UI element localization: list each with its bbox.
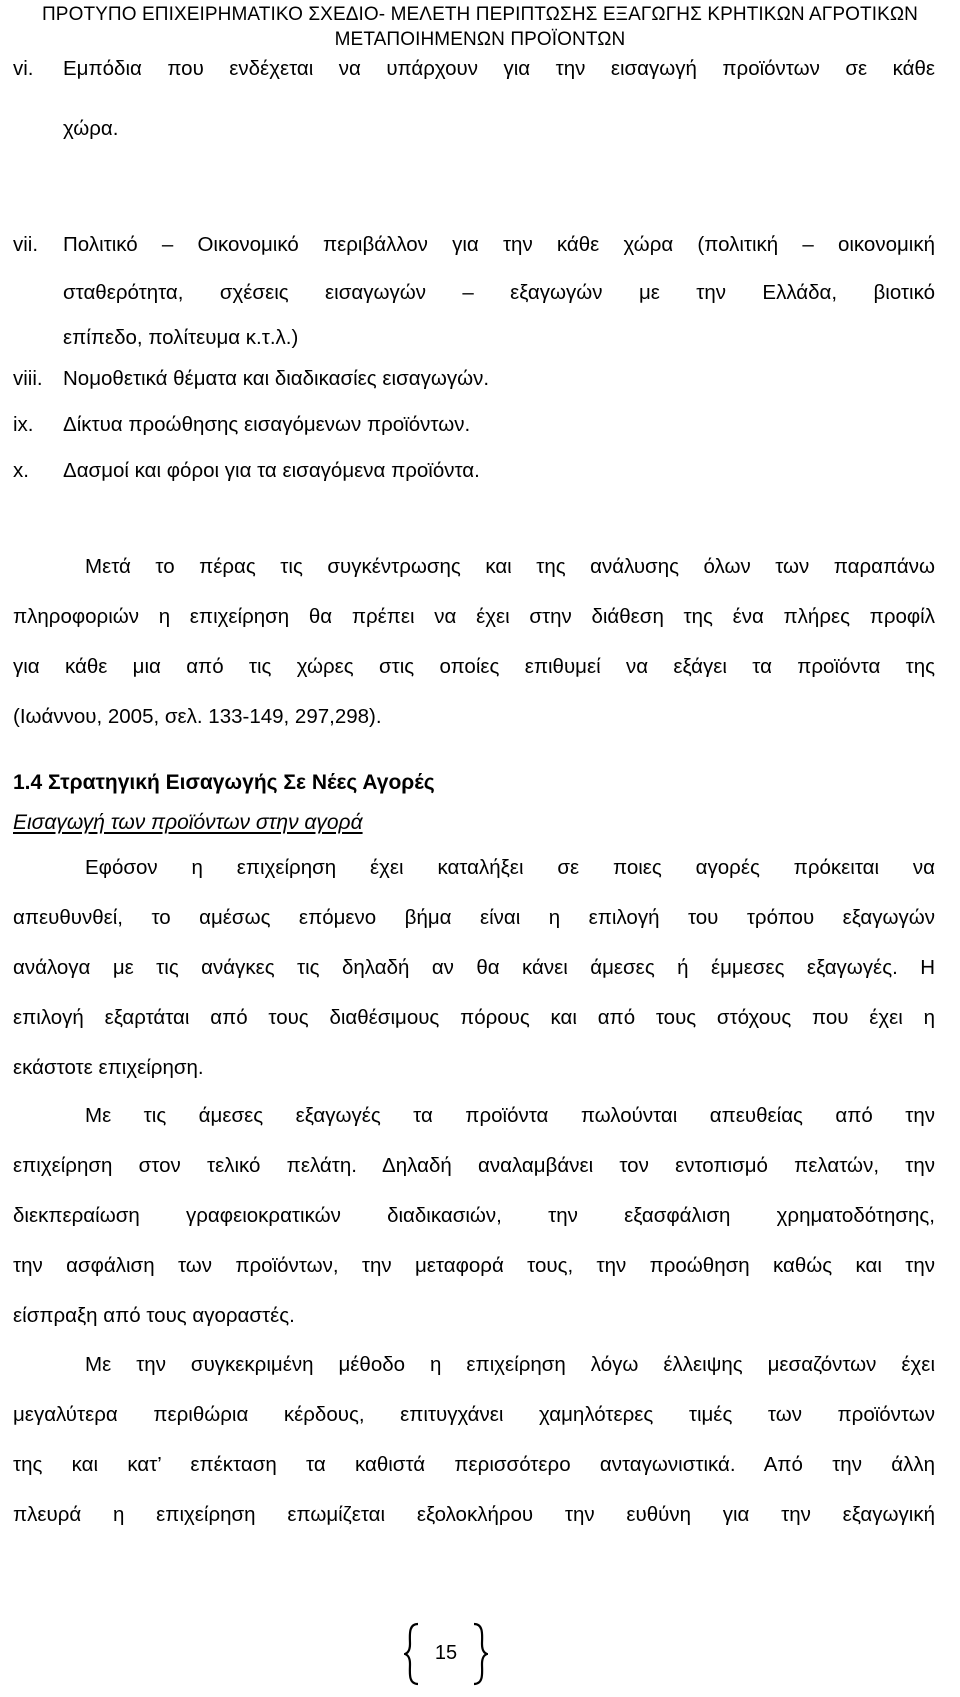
list-item-line: Δασμοί και φόροι για τα εισαγόμενα προϊόντα. (63, 459, 480, 482)
list-item-line: Πολιτικό – Οικονομικό περιβάλλον για την κάθε χώρα (πολιτική – οικονομική (63, 233, 935, 256)
body-paragraph (13, 1101, 935, 1351)
paragraph-line: επιχείρηση στον τελικό πελάτη. Δηλαδή αναλαμβάνει τον εντοπισμό πελατών, την (13, 1154, 935, 1177)
list-item-text (63, 410, 935, 440)
list-item-line: Νομοθετικά θέματα και διαδικασίες εισαγωγών. (63, 367, 490, 390)
paragraph-line: Εφόσον η επιχείρηση έχει καταλήξει σε ποιες αγορές πρόκειται να (85, 856, 935, 879)
list-item-line: χώρα. (63, 117, 119, 140)
page-number: 15 (434, 1642, 458, 1664)
paragraph-line: εκάστοτε επιχείρηση. (13, 1056, 204, 1079)
paragraph-line: επιλογή εξαρτάται από τους διαθέσιμους πόρους και από τους στόχους που έχει η (13, 1006, 935, 1029)
paragraph-line: απευθυνθεί, το αμέσως επόμενο βήμα είναι η επιλογή του τρόπου εξαγωγών (13, 906, 935, 929)
body-paragraph (13, 853, 935, 1103)
running-header (0, 2, 960, 52)
list-item-text (63, 54, 935, 144)
body-paragraph (13, 1350, 935, 1550)
paragraph-line: είσπραξη από τους αγοραστές. (13, 1304, 295, 1327)
header-line-2: ΜΕΤΑΠΟΙΗΜΕΝΩΝ ΠΡΟΪΟΝΤΩΝ (334, 29, 626, 50)
list-item-number: vii. (13, 233, 39, 256)
list-item-number: viii. (13, 367, 43, 390)
list-item-number: ix. (13, 413, 34, 436)
paragraph-line: την ασφάλιση των προϊόντων, την μεταφορά τους, την προώθηση καθώς και την (13, 1254, 935, 1277)
page-footer (404, 1622, 488, 1686)
list-item-text (63, 364, 935, 394)
list-item-number: x. (13, 459, 29, 482)
section-heading: 1.4 Στρατηγική Εισαγωγής Σε Νέες Αγορές (13, 771, 435, 794)
paragraph-line: διεκπεραίωση γραφειοκρατικών διαδικασιών, την εξασφάλιση χρηματοδότησης, (13, 1204, 935, 1227)
paragraph-line: (Ιωάννου, 2005, σελ. 133-149, 297,298). (13, 705, 382, 728)
paragraph-line: Με την συγκεκριμένη μέθοδο η επιχείρηση λόγω έλλειψης μεσαζόντων έχει (85, 1353, 935, 1376)
paragraph-line: ανάλογα με τις ανάγκες τις δηλαδή αν θα κάνει άμεσες ή έμμεσες εξαγωγές. Η (13, 956, 935, 979)
list-item-number: vi. (13, 57, 34, 80)
paragraph-line: για κάθε μια από τις χώρες στις οποίες επιθυμεί να εξάγει τα προϊόντα της (13, 655, 935, 678)
list-item-text (63, 456, 935, 486)
paragraph-line: πληροφοριών η επιχείρηση θα πρέπει να έχει στην διάθεση της ένα πλήρες προφίλ (13, 605, 935, 628)
paragraph-line: Μετά το πέρας τις συγκέντρωσης και της ανάλυσης όλων των παραπάνω (85, 555, 935, 578)
list-item-text (63, 230, 935, 353)
list-item-line: Εμπόδια που ενδέχεται να υπάρχουν για την εισαγωγή προϊόντων σε κάθε (63, 57, 935, 80)
subsection-heading: Εισαγωγή των προϊόντων στην αγορά (13, 811, 363, 834)
paragraph-line: πλευρά η επιχείρηση επωμίζεται εξολοκλήρου την ευθύνη για την εξαγωγική (13, 1503, 935, 1526)
paragraph-line: μεγαλύτερα περιθώρια κέρδους, επιτυγχάνει χαμηλότερες τιμές των προϊόντων (13, 1403, 935, 1426)
summary-paragraph (13, 552, 935, 752)
list-item-line: σταθερότητα, σχέσεις εισαγωγών – εξαγωγών με την Ελλάδα, βιοτικό (63, 281, 935, 304)
list-item-line: Δίκτυα προώθησης εισαγόμενων προϊόντων. (63, 413, 471, 436)
paragraph-line: της και κατ’ επέκταση τα καθιστά περισσότερο ανταγωνιστικά. Από την άλλη (13, 1453, 935, 1476)
header-line-1: ΠΡΟΤΥΠΟ ΕΠΙΧΕΙΡΗΜΑΤΙΚΟ ΣΧΕΔΙΟ- ΜΕΛΕΤΗ ΠΕΡΙΠΤΩΣΗΣ ΕΞΑΓΩΓΗΣ ΚΡΗΤΙΚΩΝ ΑΓΡΟΤΙΚΩΝ (41, 4, 918, 25)
paragraph-line: Με τις άμεσες εξαγωγές τα προϊόντα πωλούνται απευθείας από την (85, 1104, 935, 1127)
list-item-line: επίπεδο, πολίτευμα κ.τ.λ.) (63, 326, 299, 349)
